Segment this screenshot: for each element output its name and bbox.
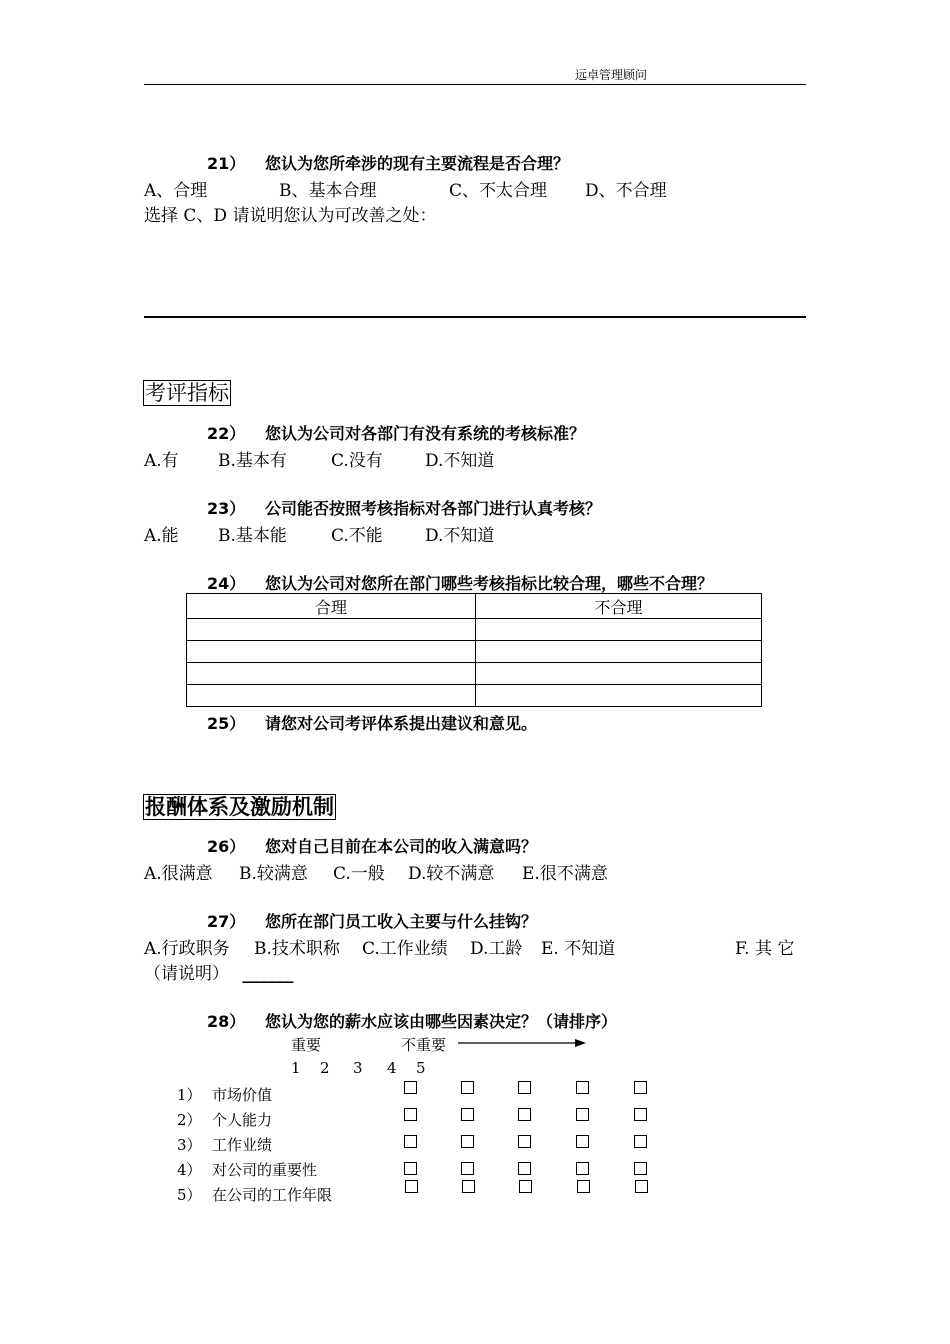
q21-option-d[interactable]: D、不合理 xyxy=(585,181,667,201)
q21-answer-line[interactable] xyxy=(144,316,806,318)
q22-option-d[interactable]: D.不知道 xyxy=(425,451,495,471)
q22-option-a[interactable]: A.有 xyxy=(144,451,179,471)
q21-option-b[interactable]: B、基本合理 xyxy=(279,181,377,201)
q27-option-e[interactable]: E. 不知道 xyxy=(541,939,616,959)
q26-title xyxy=(207,834,537,857)
q21-option-c[interactable]: C、不太合理 xyxy=(449,181,548,201)
q25-number: 25） xyxy=(207,714,246,733)
q28-checkbox[interactable] xyxy=(519,1180,532,1193)
q23-title xyxy=(207,496,601,519)
q26-number: 26） xyxy=(207,837,246,856)
q25-title xyxy=(207,711,537,734)
q28-checkbox[interactable] xyxy=(576,1135,589,1148)
q24-cell[interactable] xyxy=(187,619,476,641)
q28-checkbox[interactable] xyxy=(405,1180,418,1193)
q28-checkbox[interactable] xyxy=(404,1135,417,1148)
q24-header-unreasonable: 不合理 xyxy=(476,594,762,619)
q24-cell[interactable] xyxy=(187,663,476,685)
table-row xyxy=(187,663,762,685)
q28-item-index: 5） xyxy=(177,1186,202,1204)
q24-header-reasonable: 合理 xyxy=(187,594,476,619)
q23-option-c[interactable]: C.不能 xyxy=(331,526,383,546)
q28-checkbox[interactable] xyxy=(576,1081,589,1094)
q28-scale-num-5: 5 xyxy=(416,1059,426,1077)
table-row xyxy=(187,641,762,663)
q28-checkbox[interactable] xyxy=(461,1081,474,1094)
q28-item-index: 1） xyxy=(177,1086,202,1104)
q28-checkbox[interactable] xyxy=(404,1162,417,1175)
table-row xyxy=(187,685,762,707)
q27-note-text: （请说明） xyxy=(144,964,229,984)
q24-cell[interactable] xyxy=(476,663,762,685)
q28-item-index: 4） xyxy=(177,1161,202,1179)
q24-cell[interactable] xyxy=(187,685,476,707)
q27-note xyxy=(144,959,293,984)
q28-checkbox[interactable] xyxy=(404,1081,417,1094)
q28-checkbox[interactable] xyxy=(518,1108,531,1121)
q24-table xyxy=(186,593,762,707)
q21-option-a[interactable]: A、合理 xyxy=(144,181,208,201)
q28-title xyxy=(207,1009,617,1032)
q22-option-b[interactable]: B.基本有 xyxy=(218,451,287,471)
q28-text: 您认为您的薪水应该由哪些因素决定？（请排序） xyxy=(265,1012,618,1031)
header-rule xyxy=(144,84,806,85)
q21-note: 选择 C、D 请说明您认为可改善之处： xyxy=(144,206,437,226)
q27-title xyxy=(207,909,537,932)
q21-text: 您认为您所牵涉的现有主要流程是否合理？ xyxy=(265,154,570,173)
q24-cell[interactable] xyxy=(187,641,476,663)
q28-checkbox[interactable] xyxy=(518,1081,531,1094)
q28-number: 28） xyxy=(207,1012,246,1031)
q23-text: 公司能否按照考核指标对各部门进行认真考核？ xyxy=(265,499,602,518)
q28-item-label: 工作业绩 xyxy=(212,1136,273,1154)
q28-scale-unimportant: 不重要 xyxy=(401,1036,447,1054)
q28-checkbox[interactable] xyxy=(635,1180,648,1193)
q26-option-e[interactable]: E.很不满意 xyxy=(522,864,608,884)
q27-option-c[interactable]: C.工作业绩 xyxy=(362,939,448,959)
q24-text: 您认为公司对您所在部门哪些考核指标比较合理，哪些不合理？ xyxy=(265,574,714,593)
q28-checkbox[interactable] xyxy=(634,1162,647,1175)
q28-item-index: 3） xyxy=(177,1136,202,1154)
q24-cell[interactable] xyxy=(476,619,762,641)
q28-item-label: 市场价值 xyxy=(212,1086,273,1104)
q28-scale-num-1: 1 xyxy=(291,1059,301,1077)
q27-text: 您所在部门员工收入主要与什么挂钩？ xyxy=(265,912,538,931)
q27-option-b[interactable]: B.技术职称 xyxy=(254,939,340,959)
q28-checkbox[interactable] xyxy=(518,1162,531,1175)
q28-scale-arrow xyxy=(458,1036,586,1050)
q21-title xyxy=(207,151,569,174)
q28-checkbox[interactable] xyxy=(577,1180,590,1193)
q26-option-c[interactable]: C.一般 xyxy=(333,864,385,884)
q22-title xyxy=(207,421,585,444)
q28-checkbox[interactable] xyxy=(634,1081,647,1094)
q28-checkbox[interactable] xyxy=(461,1108,474,1121)
q24-table-header-row xyxy=(187,594,762,619)
q23-option-d[interactable]: D.不知道 xyxy=(425,526,495,546)
q27-option-a[interactable]: A.行政职务 xyxy=(144,939,230,959)
q24-cell[interactable] xyxy=(476,685,762,707)
q28-scale-num-2: 2 xyxy=(320,1059,330,1077)
q24-cell[interactable] xyxy=(476,641,762,663)
q28-scale-num-3: 3 xyxy=(353,1059,363,1077)
q28-checkbox[interactable] xyxy=(404,1108,417,1121)
q28-checkbox[interactable] xyxy=(634,1135,647,1148)
q24-number: 24） xyxy=(207,574,246,593)
q23-number: 23） xyxy=(207,499,246,518)
section-eval-title: 考评指标 xyxy=(145,381,229,405)
section-pay-title: 报酬体系及激励机制 xyxy=(145,795,334,819)
q28-item-label: 个人能力 xyxy=(212,1111,273,1129)
q28-checkbox[interactable] xyxy=(576,1108,589,1121)
q22-number: 22） xyxy=(207,424,246,443)
q28-checkbox[interactable] xyxy=(461,1135,474,1148)
q23-option-a[interactable]: A.能 xyxy=(144,526,179,546)
table-row xyxy=(187,619,762,641)
q22-option-c[interactable]: C.没有 xyxy=(331,451,383,471)
q28-item-label: 对公司的重要性 xyxy=(212,1161,318,1179)
q26-option-d[interactable]: D.较不满意 xyxy=(408,864,495,884)
q28-scale-important: 重要 xyxy=(291,1036,322,1054)
q21-number: 21） xyxy=(207,154,246,173)
q28-checkbox[interactable] xyxy=(576,1162,589,1175)
q28-checkbox[interactable] xyxy=(634,1108,647,1121)
q22-text: 您认为公司对各部门有没有系统的考核标准？ xyxy=(265,424,586,443)
q27-blank[interactable]: ______ xyxy=(242,964,294,984)
q26-text: 您对自己目前在本公司的收入满意吗？ xyxy=(265,837,538,856)
q28-item-label: 在公司的工作年限 xyxy=(212,1186,333,1204)
q27-option-d[interactable]: D.工龄 xyxy=(470,939,523,959)
header-org: 远卓管理顾问 xyxy=(575,68,648,82)
q27-number: 27） xyxy=(207,912,246,931)
q25-text: 请您对公司考评体系提出建议和意见。 xyxy=(265,714,538,733)
q27-option-f[interactable]: F. 其 它 xyxy=(735,939,795,959)
q26-option-a[interactable]: A.很满意 xyxy=(144,864,213,884)
q23-option-b[interactable]: B.基本能 xyxy=(218,526,287,546)
q28-checkbox[interactable] xyxy=(461,1162,474,1175)
q28-checkbox[interactable] xyxy=(518,1135,531,1148)
q28-item-index: 2） xyxy=(177,1111,202,1129)
q28-checkbox[interactable] xyxy=(462,1180,475,1193)
q24-title xyxy=(207,571,713,594)
q28-scale-num-4: 4 xyxy=(387,1059,397,1077)
q26-option-b[interactable]: B.较满意 xyxy=(239,864,308,884)
